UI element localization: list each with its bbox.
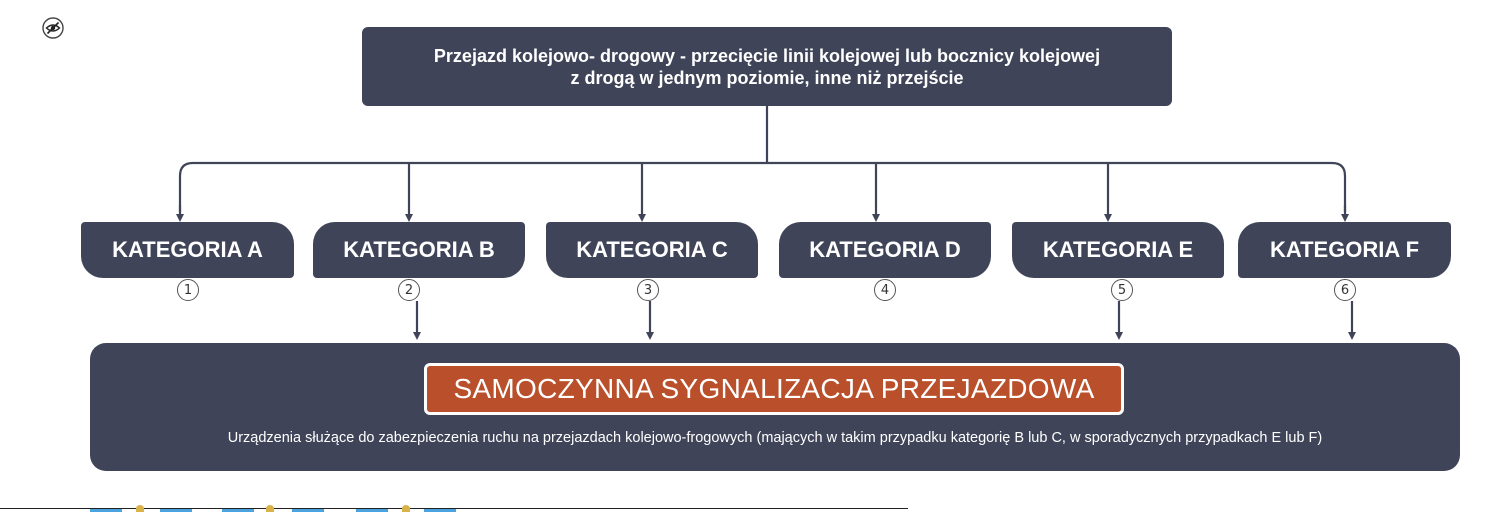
- thumbnail-badge: [136, 505, 144, 512]
- category-e-number: 5: [1111, 279, 1133, 301]
- root-definition-line-1: Przejazd kolejowo- drogowy - przecięcie linii kolejowej lub bocznicy kolejowej: [433, 45, 1101, 66]
- category-d-box: [779, 222, 991, 278]
- category-b-number: 2: [398, 279, 420, 301]
- thumbnail-badge: [402, 505, 410, 512]
- signaling-description: Urządzenia służące do zabezpieczenia ruchu na przejazdach kolejowo-frogowych (mających w takim przypadku kategorię B lub C, w sporadycznych przypadkach E lub F): [227, 430, 1323, 446]
- category-c-box: [546, 222, 758, 278]
- category-e-box: [1012, 222, 1224, 278]
- category-a-number: 1: [177, 279, 199, 301]
- category-f-number: 6: [1334, 279, 1356, 301]
- root-definition-line-2: z drogą w jednym poziomie, inne niż przejście: [570, 67, 964, 88]
- thumbnail-badge: [266, 505, 274, 512]
- root-definition-box: [362, 27, 1172, 106]
- category-d-label: KATEGORIA D: [809, 237, 961, 262]
- category-a-box: [81, 222, 294, 278]
- category-a-label: KATEGORIA A: [112, 237, 263, 262]
- category-f-label: KATEGORIA F: [1269, 237, 1420, 262]
- category-d-number: 4: [874, 279, 896, 301]
- category-b-label: KATEGORIA B: [343, 237, 495, 262]
- category-c-number: 3: [637, 279, 659, 301]
- signaling-title: SAMOCZYNNA SYGNALIZACJA PRZEJAZDOWA: [424, 363, 1124, 415]
- category-e-label: KATEGORIA E: [1042, 237, 1194, 262]
- category-f-box: [1238, 222, 1451, 278]
- category-c-label: KATEGORIA C: [576, 237, 728, 262]
- category-b-box: [313, 222, 525, 278]
- branch-bus: [180, 163, 1345, 212]
